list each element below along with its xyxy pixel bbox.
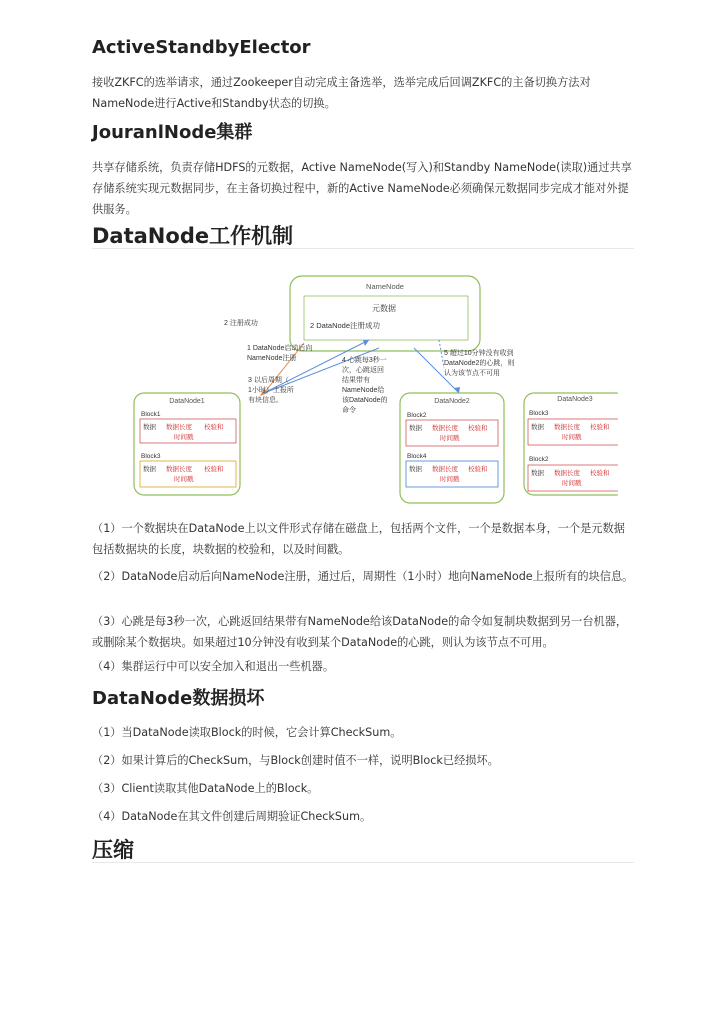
- datanode2-block4-box: [406, 461, 498, 487]
- svg-text:时间戳: 时间戳: [562, 434, 582, 441]
- svg-text:数据: 数据: [143, 424, 156, 431]
- annotation-register-success: 2 注册成功: [224, 320, 258, 327]
- annotation-report-line3: 有块信息。: [248, 397, 283, 404]
- svg-text:数据长度: 数据长度: [166, 424, 192, 431]
- annotation-heartbeat-line1: 4 心跳每3秒一: [342, 357, 387, 364]
- compression-divider: [92, 862, 634, 863]
- annotation-report-line1: 3 以后周期（: [248, 377, 289, 384]
- metadata-note: 2 DataNode注册成功: [310, 321, 381, 330]
- datanode1-block1-label: Block1: [141, 411, 161, 418]
- heading-compression: 压缩: [92, 838, 134, 862]
- heading-datanode-mechanism: DataNode工作机制: [92, 224, 294, 248]
- svg-text:数据: 数据: [531, 424, 544, 431]
- svg-text:数据: 数据: [531, 470, 544, 477]
- mechanism-item-3: （3）心跳是每3秒一次，心跳返回结果带有NameNode给该DataNode的命令如复制块数据到另一台机器，或删除某个数据块。如果超过10分钟没有收到某个DataNode的心跳，则认为该节点不可用。: [92, 615, 628, 649]
- damage-item-4: （4）DataNode在其文件创建后周期验证CheckSum。: [92, 810, 372, 823]
- svg-text:数据: 数据: [409, 466, 422, 473]
- datanode3-block3-label: Block3: [529, 410, 549, 417]
- datanode1-block3-label: Block3: [141, 453, 161, 460]
- svg-text:校验和: 校验和: [590, 470, 610, 477]
- annotation-heartbeat-line5: 该DataNode的: [342, 397, 388, 404]
- heading-active-standby-elector: ActiveStandbyElector: [92, 37, 311, 58]
- heading-datanode-damage: DataNode数据损坏: [92, 688, 265, 709]
- annotation-report-line2: 1小时）上报所: [248, 387, 294, 394]
- metadata-box: [304, 296, 468, 340]
- mechanism-item-2: （2）DataNode启动后向NameNode注册，通过后，周期性（1小时）地向NameNode上报所有的块信息。: [92, 570, 634, 583]
- datanode3-block3-box: [528, 419, 618, 445]
- namenode-title: NameNode: [366, 282, 404, 291]
- paragraph-journalnode: 共享存储系统，负责存储HDFS的元数据，Active NameNode(写入)和Standby NameNode(读取)通过共享存储系统实现元数据同步，在主备切换过程中，新的Active NameNode必须确保元数据同步完成才能对外提供服务。: [92, 161, 632, 216]
- annotation-timeout-line3: 认为该节点不可用: [444, 370, 500, 377]
- svg-text:数据: 数据: [143, 466, 156, 473]
- svg-text:时间戳: 时间戳: [174, 476, 194, 483]
- damage-item-1: （1）当DataNode读取Block的时候，它会计算CheckSum。: [92, 726, 402, 739]
- datanode2-block2-box: [406, 420, 498, 446]
- datanode3-block2-label: Block2: [529, 456, 549, 463]
- damage-item-2: （2）如果计算后的CheckSum，与Block创建时值不一样，说明Block已经损坏。: [92, 754, 499, 767]
- svg-text:数据长度: 数据长度: [432, 425, 458, 432]
- annotation-heartbeat-line3: 结果带有: [342, 377, 370, 384]
- datanode3-block2-box: [528, 465, 618, 491]
- datanode2-block2-label: Block2: [407, 412, 427, 419]
- datanode-diagram: [114, 268, 618, 508]
- annotation-timeout-line2: DataNode2的心跳，则: [444, 360, 515, 367]
- datanode2-block4-label: Block4: [407, 453, 427, 460]
- annotation-heartbeat-line6: 命令: [342, 407, 356, 414]
- metadata-label: 元数据: [372, 304, 396, 313]
- svg-text:校验和: 校验和: [590, 424, 610, 431]
- svg-text:校验和: 校验和: [204, 424, 224, 431]
- svg-text:时间戳: 时间戳: [440, 435, 460, 442]
- heading-journalnode: JouranlNode集群: [92, 122, 253, 143]
- mechanism-item-4: （4）集群运行中可以安全加入和退出一些机器。: [92, 660, 335, 673]
- datanode3-title: DataNode3: [557, 396, 593, 403]
- svg-text:校验和: 校验和: [468, 425, 488, 432]
- svg-text:时间戳: 时间戳: [440, 476, 460, 483]
- datanode3-group: [524, 393, 618, 495]
- svg-text:时间戳: 时间戳: [562, 480, 582, 487]
- annotation-heartbeat-line4: NameNode给: [342, 387, 385, 394]
- datanode1-title: DataNode1: [169, 398, 205, 405]
- svg-text:数据长度: 数据长度: [554, 424, 580, 431]
- datanode1-block3-box: [140, 461, 236, 487]
- annotation-timeout-line1: 5 超过10分钟没有收到: [444, 350, 514, 357]
- svg-text:数据长度: 数据长度: [432, 466, 458, 473]
- annotation-heartbeat-line2: 次，心跳返回: [342, 367, 384, 374]
- svg-text:数据长度: 数据长度: [166, 466, 192, 473]
- heading-divider: [92, 248, 634, 249]
- datanode2-title: DataNode2: [434, 398, 470, 405]
- svg-text:时间戳: 时间戳: [174, 434, 194, 441]
- svg-text:数据长度: 数据长度: [554, 470, 580, 477]
- svg-text:数据: 数据: [409, 425, 422, 432]
- svg-text:校验和: 校验和: [204, 466, 224, 473]
- mechanism-item-1: （1）一个数据块在DataNode上以文件形式存储在磁盘上，包括两个文件，一个是数据本身，一个是元数据包括数据块的长度，块数据的校验和，以及时间戳。: [92, 522, 625, 556]
- damage-item-3: （3）Client读取其他DataNode上的Block。: [92, 782, 319, 795]
- svg-text:校验和: 校验和: [468, 466, 488, 473]
- annotation-startup-line2: NameNode注册: [247, 355, 297, 362]
- datanode2-group: [400, 393, 504, 503]
- paragraph-active-standby-elector: 接收ZKFC的选举请求，通过Zookeeper自动完成主备选举，选举完成后回调ZKFC的主备切换方法对NameNode进行Active和Standby状态的切换。: [92, 76, 591, 110]
- annotation-startup-line1: 1 DataNode启动后向: [247, 345, 313, 352]
- datanode-diagram-svg: [114, 268, 618, 508]
- datanode1-group: [134, 393, 240, 495]
